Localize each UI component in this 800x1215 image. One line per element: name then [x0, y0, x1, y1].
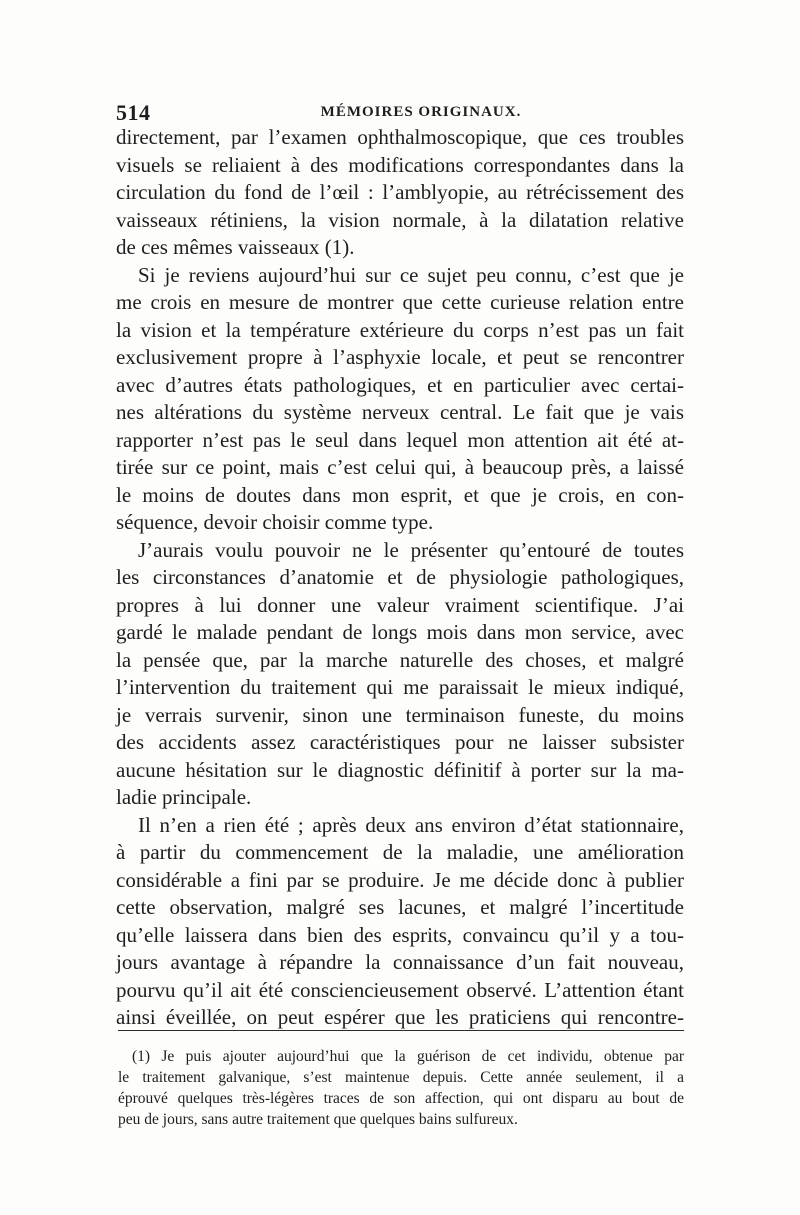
footnote-line: éprouvé quelques très-légères traces de son affection, qui ont disparu au bout de	[118, 1090, 684, 1107]
body-text	[116, 124, 684, 1032]
page-number: 514	[116, 100, 151, 125]
text-line: la vision et la température extérieure du corps n’est pas un fait	[116, 317, 684, 342]
text-line: vaisseaux rétiniens, la vision normale, à la dilatation relative	[116, 207, 684, 232]
text-line: me crois en mesure de montrer que cette curieuse relation entre	[116, 290, 684, 314]
text-line: jours avantage à répandre la connaissance d’un fait nouveau,	[116, 950, 684, 974]
text-line: exclusivement propre à l’asphyxie locale, et peut se rencontrer	[116, 345, 684, 369]
text-line: aucune hésitation sur le diagnostic définitif à porter sur la ma-	[116, 757, 684, 782]
text-line: nes altérations du système nerveux central. Le fait que je vais	[116, 400, 684, 424]
footnote-divider	[118, 1030, 684, 1031]
text-line: considérable a fini par se produire. Je me décide donc à publier	[116, 867, 684, 892]
text-line: l’intervention du traitement qui me paraissait le mieux indiqué,	[116, 675, 684, 699]
text-line: cette observation, malgré ses lacunes, et malgré l’incertitude	[116, 895, 684, 919]
text-line: visuels se reliaient à des modifications correspondantes dans la	[116, 152, 684, 177]
text-line: tirée sur ce point, mais c’est celui qui, à beaucoup près, a laissé	[116, 455, 684, 479]
text-line: pourvu qu’il ait été consciencieusement observé. L’attention étant	[116, 977, 684, 1002]
text-line: séquence, devoir choisir comme type.	[116, 510, 434, 534]
text-line: à partir du commencement de la maladie, une amélioration	[116, 840, 684, 864]
text-line: la pensée que, par la marche naturelle des choses, et malgré	[116, 647, 684, 672]
text-line: Si je reviens aujourd’hui sur ce sujet peu connu, c’est que je	[138, 262, 684, 287]
footnote-line: le traitement galvanique, s’est maintenue depuis. Cette année seulement, il a	[118, 1069, 684, 1086]
text-line: directement, par l’examen ophthalmoscopique, que ces troubles	[116, 125, 684, 149]
text-line: qu’elle laissera dans bien des esprits, convaincu qu’il y a tou-	[116, 922, 684, 947]
text-line: les circonstances d’anatomie et de physiologie pathologiques,	[116, 565, 684, 589]
text-line: J’aurais voulu pouvoir ne le présenter qu’entouré de toutes	[138, 537, 684, 562]
text-line: Il n’en a rien été ; après deux ans environ d’état stationnaire,	[138, 812, 684, 837]
text-line: gardé le malade pendant de longs mois dans mon service, avec	[116, 620, 684, 644]
footnote-line: (1) Je puis ajouter aujourd’hui que la guérison de cet individu, obtenue par	[132, 1048, 684, 1065]
text-line: ladie principale.	[116, 785, 252, 809]
text-line: des accidents assez caractéristiques pour ne laisser subsister	[116, 730, 684, 754]
text-line: propres à lui donner une valeur vraiment scientifique. J’ai	[116, 592, 684, 617]
footnote	[118, 1046, 684, 1130]
page-header	[116, 100, 686, 126]
text-line: je verrais survenir, sinon une terminaison funeste, du moins	[116, 702, 684, 727]
text-line: avec d’autres états pathologiques, et en particulier avec certai-	[116, 372, 684, 397]
text-line: circulation du fond de l’œil : l’amblyopie, au rétrécissement des	[116, 180, 684, 204]
text-line: ainsi éveillée, on peut espérer que les praticiens qui rencontre-	[116, 1005, 684, 1029]
text-line: le moins de doutes dans mon esprit, et que je crois, en con-	[116, 482, 684, 507]
running-head: MÉMOIRES ORIGINAUX.	[320, 104, 522, 120]
text-line: rapporter n’est pas le seul dans lequel mon attention ait été at-	[116, 427, 684, 452]
text-line: de ces mêmes vaisseaux (1).	[116, 235, 355, 259]
footnote-line: peu de jours, sans autre traitement que quelques bains sulfureux.	[118, 1111, 518, 1128]
